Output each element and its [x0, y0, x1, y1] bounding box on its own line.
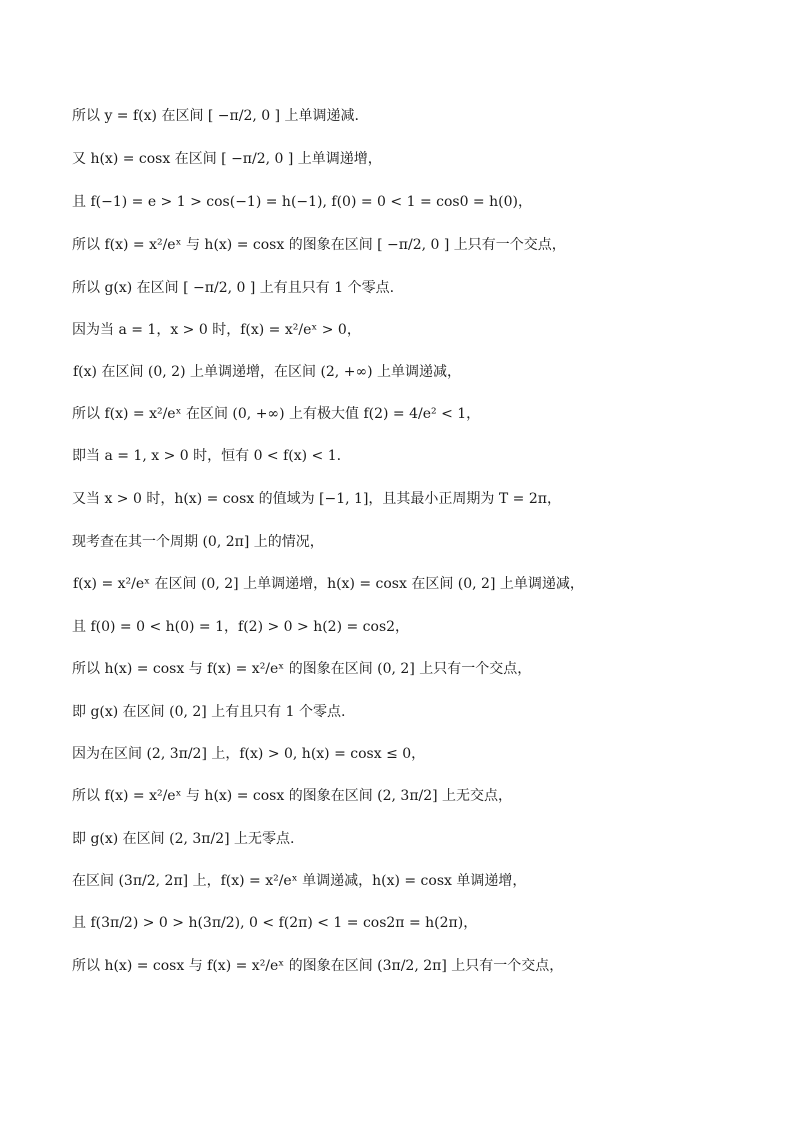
text-line-4: 所以 f(x) = x²/eˣ 与 h(x) = cosx 的图象在区间 [ −π/2, 0 ] 上只有一个交点， [72, 237, 566, 253]
text-line-1: 所以 y = f(x) 在区间 [ −π/2, 0 ] 上单调递减. [72, 108, 359, 124]
text-line-11: 现考查在其一个周期 (0, 2π] 上的情况， [72, 534, 324, 550]
text-line-13: 且 f(0) = 0 < h(0) = 1，f(2) > 0 > h(2) = cos2， [72, 619, 410, 635]
text-line-20: 且 f(3π/2) > 0 > h(3π/2), 0 < f(2π) < 1 = cos2π = h(2π)， [72, 915, 478, 931]
text-line-14: 所以 h(x) = cosx 与 f(x) = x²/eˣ 的图象在区间 (0, 2] 上只有一个交点， [72, 661, 532, 677]
text-line-5: 所以 g(x) 在区间 [ −π/2, 0 ] 上有且只有 1 个零点. [72, 280, 395, 296]
text-line-21: 所以 h(x) = cosx 与 f(x) = x²/eˣ 的图象在区间 (3π/2, 2π] 上只有一个交点， [72, 958, 564, 974]
text-line-16: 因为在区间 (2, 3π/2] 上，f(x) > 0, h(x) = cosx ≤ 0， [72, 746, 426, 762]
text-line-15: 即 g(x) 在区间 (0, 2] 上有且只有 1 个零点. [72, 704, 346, 720]
text-line-3: 且 f(−1) = e > 1 > cos(−1) = h(−1), f(0) = 0 < 1 = cos0 = h(0)， [72, 194, 532, 210]
text-line-6: 因为当 a = 1，x > 0 时，f(x) = x²/eˣ > 0， [72, 322, 361, 338]
text-line-8: 所以 f(x) = x²/eˣ 在区间 (0, +∞) 上有极大值 f(2) = 4/e² < 1， [72, 406, 481, 422]
text-line-19: 在区间 (3π/2, 2π] 上，f(x) = x²/eˣ 单调递减，h(x) = cosx 单调递增， [72, 873, 527, 889]
text-line-2: 又 h(x) = cosx 在区间 [ −π/2, 0 ] 上单调递增， [72, 151, 382, 167]
text-line-17: 所以 f(x) = x²/eˣ 与 h(x) = cosx 的图象在区间 (2, 3π/2] 上无交点， [72, 788, 513, 804]
text-line-7: f(x) 在区间 (0, 2) 上单调递增，在区间 (2, +∞) 上单调递减， [73, 364, 462, 380]
text-line-9: 即当 a = 1, x > 0 时，恒有 0 < f(x) < 1. [72, 448, 342, 464]
text-line-12: f(x) = x²/eˣ 在区间 (0, 2] 上单调递增，h(x) = cosx 在区间 (0, 2] 上单调递减， [73, 576, 584, 592]
text-line-18: 即 g(x) 在区间 (2, 3π/2] 上无零点. [72, 831, 295, 847]
text-line-10: 又当 x > 0 时，h(x) = cosx 的值域为 [−1, 1]，且其最小正周期为 T = 2π， [72, 491, 561, 507]
